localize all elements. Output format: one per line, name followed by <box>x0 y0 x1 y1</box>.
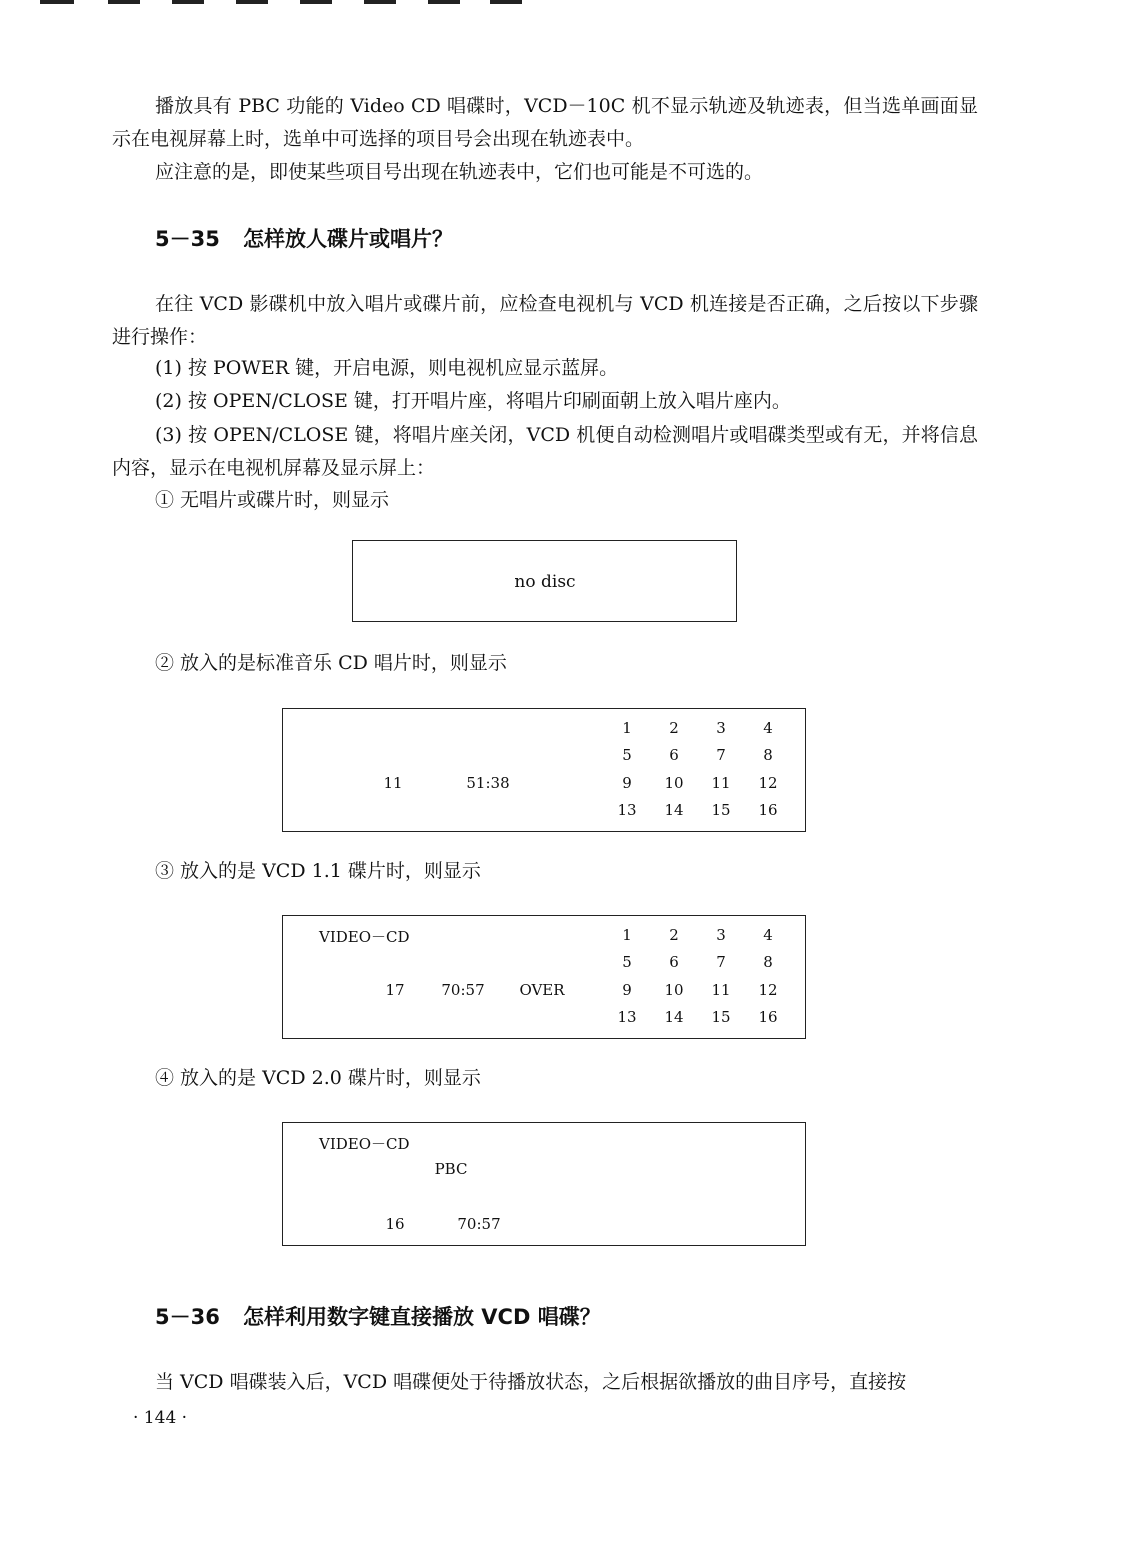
track-number: 7 <box>716 953 726 971</box>
scan-mark <box>40 0 74 4</box>
display-vcd-1-1 <box>282 915 806 1039</box>
track-number: 8 <box>763 746 773 764</box>
section-title: 怎样放人碟片或唱片？ <box>243 227 453 251</box>
scan-mark <box>108 0 140 4</box>
track-number: 10 <box>664 981 684 999</box>
scan-mark <box>172 0 204 4</box>
case-2: ② 放入的是标准音乐 CD 唱片时，则显示 <box>155 652 507 674</box>
track-number: 11 <box>711 774 731 792</box>
display-text: no disc <box>514 572 576 592</box>
case-3: ③ 放入的是 VCD 1.1 碟片时，则显示 <box>155 860 481 882</box>
case-4: ④ 放入的是 VCD 2.0 碟片时，则显示 <box>155 1067 481 1089</box>
status-indicator: OVER <box>519 981 565 999</box>
track-number: 6 <box>669 953 679 971</box>
section-title: 怎样利用数字键直接播放 VCD 唱碟？ <box>243 1305 601 1329</box>
scan-mark <box>236 0 268 4</box>
total-time: 70:57 <box>441 981 485 999</box>
scan-mark <box>428 0 460 4</box>
display-vcd-2-0 <box>282 1122 806 1246</box>
page-number: · 144 · <box>133 1408 188 1428</box>
step-3: (3) 按 OPEN/CLOSE 键，将唱片座关闭，VCD 机便自动检测唱片或唱碟类型或有无，并将信息内容，显示在电视机屏幕及显示屏上： <box>112 424 978 479</box>
section-heading-5-36 <box>155 1302 601 1332</box>
total-time: 51:38 <box>466 774 510 792</box>
pbc-indicator: PBC <box>434 1160 468 1178</box>
display-audio-cd <box>282 708 806 832</box>
track-number: 2 <box>669 926 679 944</box>
track-number: 4 <box>763 719 773 737</box>
track-number: 2 <box>669 719 679 737</box>
track-number: 1 <box>622 926 632 944</box>
track-number: 12 <box>758 774 778 792</box>
track-number: 3 <box>716 926 726 944</box>
track-number: 9 <box>622 981 632 999</box>
track-number: 1 <box>622 719 632 737</box>
case-1: ① 无唱片或碟片时，则显示 <box>155 489 390 511</box>
section-number: 5－36 <box>155 1305 220 1329</box>
track-number: 16 <box>758 1008 778 1026</box>
track-number: 15 <box>711 801 731 819</box>
disc-type-label: VIDEO－CD <box>319 1135 410 1153</box>
disc-type-label: VIDEO－CD <box>319 928 410 946</box>
total-time: 70:57 <box>457 1215 501 1233</box>
track-number: 14 <box>664 1008 684 1026</box>
scan-mark <box>364 0 396 4</box>
track-number: 13 <box>617 801 637 819</box>
track-number: 16 <box>758 801 778 819</box>
scan-mark <box>490 0 522 4</box>
track-number: 6 <box>669 746 679 764</box>
track-count: 11 <box>383 774 403 792</box>
paragraph-pbc: 播放具有 PBC 功能的 Video CD 唱碟时，VCD－10C 机不显示轨迹及轨迹表，但当选单画面显示在电视屏幕上时，选单中可选择的项目号会出现在轨迹表中。 <box>112 95 978 150</box>
track-number: 13 <box>617 1008 637 1026</box>
track-number: 4 <box>763 926 773 944</box>
track-number: 11 <box>711 981 731 999</box>
display-no-disc <box>352 540 737 622</box>
track-number: 8 <box>763 953 773 971</box>
track-count: 17 <box>385 981 405 999</box>
track-number: 7 <box>716 746 726 764</box>
scan-mark <box>300 0 332 4</box>
paragraph-numeric-keys: 当 VCD 唱碟装入后，VCD 唱碟便处于待播放状态，之后根据欲播放的曲目序号，直接按 <box>155 1371 907 1393</box>
step-2: (2) 按 OPEN/CLOSE 键，打开唱片座，将唱片印刷面朝上放入唱片座内。 <box>155 390 791 412</box>
track-number: 9 <box>622 774 632 792</box>
track-count: 16 <box>385 1215 405 1233</box>
step-1: (1) 按 POWER 键，开启电源，则电视机应显示蓝屏。 <box>155 357 619 379</box>
track-number: 14 <box>664 801 684 819</box>
track-number: 3 <box>716 719 726 737</box>
track-number: 15 <box>711 1008 731 1026</box>
track-number: 5 <box>622 953 632 971</box>
paragraph-intro: 在往 VCD 影碟机中放入唱片或碟片前，应检查电视机与 VCD 机连接是否正确，之后按以下步骤进行操作： <box>112 293 978 348</box>
track-number: 5 <box>622 746 632 764</box>
track-number: 10 <box>664 774 684 792</box>
section-number: 5－35 <box>155 227 220 251</box>
section-heading-5-35 <box>155 224 453 254</box>
paragraph-note: 应注意的是，即使某些项目号出现在轨迹表中，它们也可能是不可选的。 <box>155 161 764 183</box>
track-number: 12 <box>758 981 778 999</box>
